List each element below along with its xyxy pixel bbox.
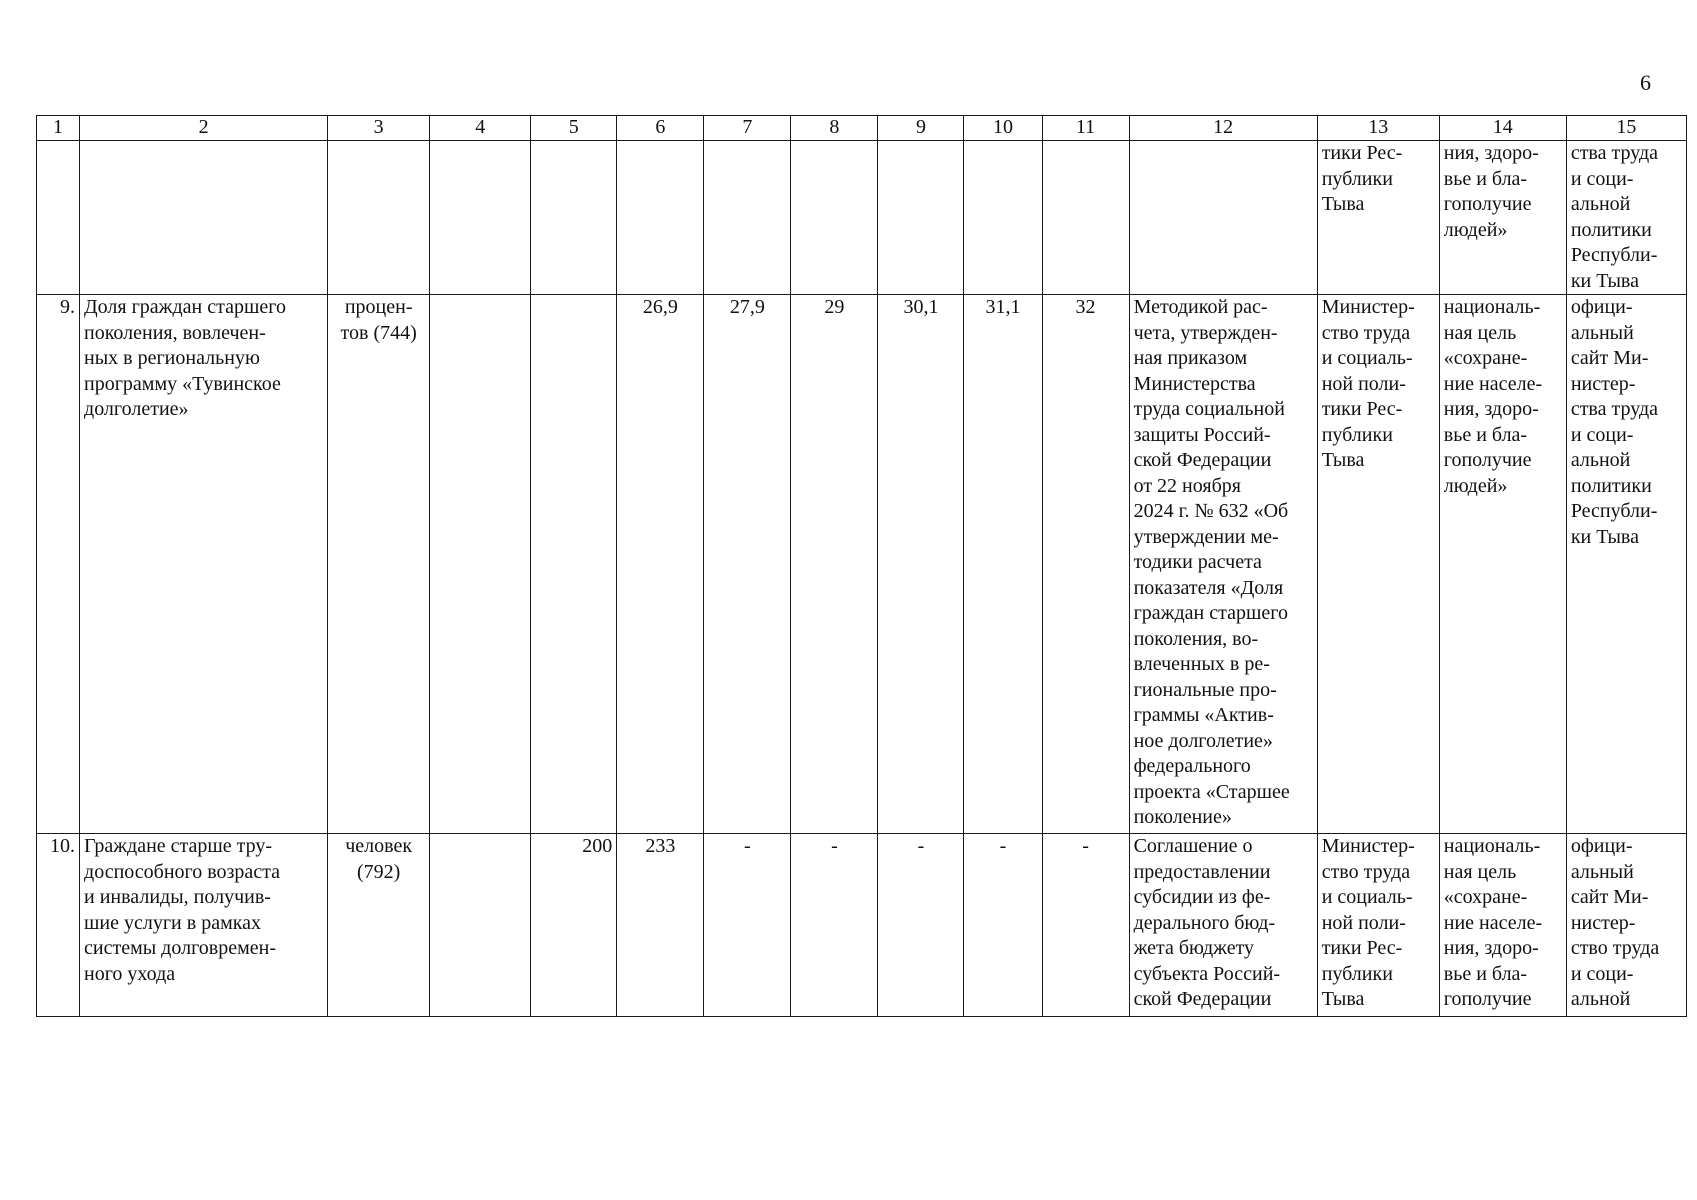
cell-col-8: 29: [791, 295, 878, 834]
national-goal: ния, здоро- вье и бла- гополучие людей»: [1439, 141, 1566, 295]
cell-col-10: [964, 141, 1042, 295]
header-col-10: 10: [964, 116, 1042, 141]
indicator-name: Граждане старше тру- доспособного возраста и инвалиды, получив- шие услуги в рамках системы долговремен- ного ухода: [80, 834, 328, 1017]
header-col-2: 2: [80, 116, 328, 141]
cell-col-11: -: [1042, 834, 1129, 1017]
cell-col-7: -: [704, 834, 791, 1017]
header-row: [37, 116, 1687, 141]
header-col-15: 15: [1566, 116, 1686, 141]
cell-col-8: -: [791, 834, 878, 1017]
page-number: 6: [1640, 70, 1651, 95]
cell-col-4: [430, 141, 531, 295]
method-document: [1129, 141, 1317, 295]
header-col-5: 5: [531, 116, 617, 141]
unit: процен- тов (744): [328, 295, 430, 834]
cell-col-6: 26,9: [617, 295, 704, 834]
cell-col-10: -: [964, 834, 1042, 1017]
table-row-9: [37, 295, 1687, 834]
header-col-8: 8: [791, 116, 878, 141]
header-col-12: 12: [1129, 116, 1317, 141]
row-number: 9.: [37, 295, 80, 834]
information-source: офици- альный сайт Ми- нистер- ства труда и соци- альной политики Республи- ки Тыва: [1566, 295, 1686, 834]
indicator-name: Доля граждан старшего поколения, вовлечен- ных в региональную программу «Тувинское долголетие»: [80, 295, 328, 834]
method-document: Методикой рас- чета, утвержден- ная приказом Министерства труда социальной защиты Россий- ской Федерации от 22 ноября 2024 г. № 632 «Об утверждении ме- тодики расчета показателя «Доля граждан старшего поколения, во- влеченных в ре- гиональные про- граммы «Актив- ное долголетие» федерального проекта «Старшее поколение»: [1129, 295, 1317, 834]
header-col-4: 4: [430, 116, 531, 141]
indicator-name: [80, 141, 328, 295]
responsible-body: Министер- ство труда и социаль- ной поли- тики Рес- публики Тыва: [1317, 834, 1439, 1017]
header-col-1: 1: [37, 116, 80, 141]
row-number: 10.: [37, 834, 80, 1017]
cell-col-5: [531, 141, 617, 295]
header-col-6: 6: [617, 116, 704, 141]
cell-col-5: 200: [531, 834, 617, 1017]
cell-col-9: [878, 141, 964, 295]
header-col-9: 9: [878, 116, 964, 141]
information-source: ства труда и соци- альной политики Республи- ки Тыва: [1566, 141, 1686, 295]
row-number: [37, 141, 80, 295]
cell-col-4: [430, 834, 531, 1017]
responsible-body: тики Рес- публики Тыва: [1317, 141, 1439, 295]
header-col-3: 3: [328, 116, 430, 141]
header-col-14: 14: [1439, 116, 1566, 141]
cell-col-6: 233: [617, 834, 704, 1017]
cell-col-4: [430, 295, 531, 834]
header-col-13: 13: [1317, 116, 1439, 141]
cell-col-8: [791, 141, 878, 295]
unit: человек (792): [328, 834, 430, 1017]
responsible-body: Министер- ство труда и социаль- ной поли- тики Рес- публики Тыва: [1317, 295, 1439, 834]
header-col-7: 7: [704, 116, 791, 141]
indicators-table: [36, 115, 1687, 1017]
cell-col-6: [617, 141, 704, 295]
cell-col-10: 31,1: [964, 295, 1042, 834]
cell-col-5: [531, 295, 617, 834]
cell-col-11: [1042, 141, 1129, 295]
information-source: офици- альный сайт Ми- нистер- ство труда и соци- альной: [1566, 834, 1686, 1017]
national-goal: националь- ная цель «сохране- ние населе- ния, здоро- вье и бла- гополучие: [1439, 834, 1566, 1017]
table-row-10: [37, 834, 1687, 1017]
cell-col-11: 32: [1042, 295, 1129, 834]
method-document: Соглашение о предоставлении субсидии из фе- дерального бюд- жета бюджету субъекта Россий- ской Федерации: [1129, 834, 1317, 1017]
unit: [328, 141, 430, 295]
national-goal: националь- ная цель «сохране- ние населе- ния, здоро- вье и бла- гополучие людей»: [1439, 295, 1566, 834]
cell-col-7: 27,9: [704, 295, 791, 834]
cell-col-7: [704, 141, 791, 295]
cell-col-9: -: [878, 834, 964, 1017]
header-col-11: 11: [1042, 116, 1129, 141]
table-row-continuation: [37, 141, 1687, 295]
cell-col-9: 30,1: [878, 295, 964, 834]
